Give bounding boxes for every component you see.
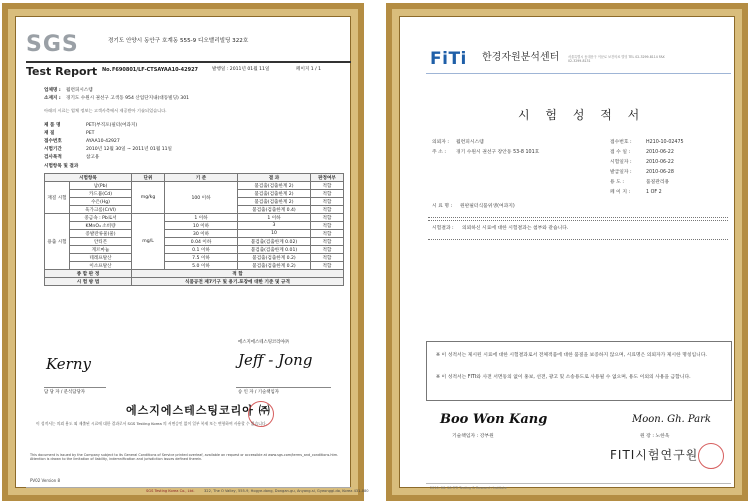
meta-value: 2010-06-22: [646, 150, 674, 155]
footer-note: 이 성적서는 의뢰 용도 외 제출된 시료에 대한 결과로서 SGS Testing Korea 의 서면승인 없이 일부 복제 또는 변형하여 사용할 수 없습니다.: [36, 421, 267, 426]
group-label: 재질 시험: [45, 182, 70, 214]
cell: 불검출(검출한계 0.02): [238, 238, 311, 246]
table-row: [45, 214, 344, 222]
table-row: [45, 222, 344, 230]
cell: 1 이하: [165, 214, 238, 222]
technical-manager-signature: Boo Won Kang: [440, 412, 548, 427]
applicant-address-label: 소재지 :: [44, 96, 61, 101]
cell: 10 이하: [165, 222, 238, 230]
cell: 적합: [311, 262, 344, 270]
client-address-label: 주 소 :: [432, 150, 446, 155]
result-text: 의뢰하신 시료에 대한 시험결과는 첨부와 같습니다.: [462, 226, 569, 231]
field-value: PET(부직포)필터(여과지): [86, 123, 138, 128]
summary-label: 종 합 판 정: [45, 270, 132, 278]
meta-value: 2010-06-28: [646, 170, 674, 175]
approver-role: 승 인 자 / 기술책임자: [238, 390, 279, 395]
sgs-address: 경기도 안양시 동안구 호계동 555-9 디오밸리빌딩 322호: [108, 38, 249, 44]
meta-value: 2010-06-22: [646, 160, 674, 165]
col-header: 판정여부: [311, 174, 344, 182]
summary-value: 적 합: [132, 270, 344, 278]
table-row: [45, 262, 344, 270]
signature-line: [236, 387, 331, 388]
cell: 1 이하: [238, 214, 311, 222]
cell: 10: [238, 230, 311, 238]
meta-label: 접수번호 :: [610, 140, 632, 145]
dotted-rule: [428, 239, 728, 240]
client-name: 월련피시스템: [456, 140, 484, 145]
dotted-rule: [428, 220, 728, 221]
cell: 적합: [311, 206, 344, 214]
cell: 0.1 이하: [165, 246, 238, 254]
cell: 증발잔류물(물): [70, 230, 132, 238]
method-row: [45, 278, 344, 286]
col-header: 기 준: [165, 174, 238, 182]
sgs-logo: SGS: [26, 32, 79, 57]
cell: 게르마늄: [70, 246, 132, 254]
meta-value: 1 OF 2: [646, 190, 662, 195]
cell: 적합: [311, 198, 344, 206]
director-signature: Moon. Gh. Park: [632, 414, 711, 425]
dotted-rule: [428, 217, 728, 218]
table-row: [45, 182, 344, 190]
cell: 30 이하: [165, 230, 238, 238]
header-rule: [426, 73, 731, 74]
cell: 불검출(검출한계 2): [238, 182, 311, 190]
fiti-certificate: [399, 16, 735, 488]
analyst-role: 담 당 자 / 분석담당자: [44, 390, 85, 395]
col-header: 결 과: [238, 174, 311, 182]
cell: 납(Pb): [70, 182, 132, 190]
sample-label: 시 료 명 :: [432, 204, 453, 209]
field-value: 참고용: [86, 155, 100, 160]
table-row: [45, 230, 344, 238]
cell: mg/kg: [132, 182, 165, 214]
meta-value: 품질관리용: [646, 180, 670, 185]
group-label: 용출 시험: [45, 214, 70, 270]
cell: 불검출(검출한계 2): [238, 190, 311, 198]
method-value: 식품공전 제7기구 및 용기.포장에 대한 기준 및 규격: [132, 278, 344, 286]
fiti-certificate-frame: [386, 3, 748, 501]
field-label: 재 질: [44, 131, 55, 136]
cell: 불검출(검출한계 0.2): [238, 254, 311, 262]
cell: 적합: [311, 222, 344, 230]
footer-address: 322, The O Valley, 555-9, Hogye-dong, Dongan-gu, Anyang-si, Gyeonggi-do, Korea 431-080: [204, 489, 369, 493]
report-title: Test Report: [26, 65, 98, 78]
field-label: 접수번호: [44, 139, 62, 144]
cell: 불검출(검출한계 0.4): [238, 206, 311, 214]
footer-rule: [26, 487, 351, 488]
cell: 적합: [311, 254, 344, 262]
cell: 적합: [311, 214, 344, 222]
cell: 중금속 : Pb로서: [70, 214, 132, 222]
sgs-certificate-frame: [2, 3, 369, 501]
cell: KMnO₄ 소비량: [70, 222, 132, 230]
field-label: 시험기간: [44, 147, 62, 152]
cell: 적합: [311, 230, 344, 238]
cell: 불검출(검출한계 0.01): [238, 246, 311, 254]
brand-info: 서울특별시 동대문구 이문로 보건의료 빌딩 TEL 02-3299-8114 FAX 02-3299-8131: [568, 55, 665, 64]
client-label: 의뢰자 :: [432, 140, 450, 145]
cell: 5.0 이하: [165, 262, 238, 270]
result-label: 시험결과 :: [432, 226, 454, 231]
applicant-address: 경기도 수원시 권선구 고색동 954 산업단지내(대동빌딩) 301: [66, 96, 190, 101]
meta-label: 시험일자 :: [610, 160, 632, 165]
applicant-name: 월련피시스템: [66, 88, 93, 93]
sample-name: 원판필터식품위생(여과지): [460, 204, 515, 209]
field-label: 검사목적: [44, 155, 62, 160]
report-number-label: No.: [102, 67, 112, 73]
approver-signature: Jeff - Jong: [238, 351, 313, 369]
cell: 3: [238, 222, 311, 230]
cell: 0.04 이하: [165, 238, 238, 246]
approver-organization: 에스지에스테스팅코리아㈜: [238, 340, 290, 345]
cell: 불검출(검출한계 2): [238, 198, 311, 206]
technical-manager-role: 기술책임자 : 강부원: [452, 434, 494, 439]
applicant-label: 업체명 :: [44, 88, 61, 93]
sgs-certificate: [15, 16, 369, 493]
company-name: 에스지에스테스팅코리아 ㈜: [126, 404, 271, 417]
results-table: [44, 173, 344, 286]
table-row: [45, 238, 344, 246]
meta-label: 발급일자 :: [610, 170, 632, 175]
notes-box: [426, 341, 732, 401]
meta-label: 페 이 지 :: [610, 190, 631, 195]
cell: 이소프탈산: [70, 262, 132, 270]
organization-seal: [698, 443, 724, 469]
sample-notice: 아래의 시료는 업체 정보는 고객사측에서 제공받아 기술되었습니다.: [44, 108, 167, 113]
cell: 7.5 이하: [165, 254, 238, 262]
field-label: 제 품 명: [44, 123, 61, 128]
field-value: 2010년 12월 30일 ~ 2011년 01월 11일: [86, 147, 172, 152]
summary-row: [45, 270, 344, 278]
results-heading: 시험항목 및 결과: [44, 164, 79, 169]
meta-value: H210-10-02475: [646, 140, 684, 145]
table-header-row: [45, 174, 344, 182]
fine-print: This document is issued by the Company subject to its General Conditions of Service printed overleaf, available on request or accessible at www.sgs.com/terms_and_conditions.htm. Attention is drawn to the limitation of liability, indemnification and jurisdiction issues defined therein.: [30, 453, 339, 462]
col-header: 단위: [132, 174, 165, 182]
note: ※ 이 성적서는 제시된 시료에 대한 시험결과로서 전체적품에 대한 품질을 보증하지 않으며, 시료명은 의뢰자가 제시한 명칭입니다.: [436, 353, 707, 358]
cell: 안티몬: [70, 238, 132, 246]
cell: 불검출(검출한계 0.2): [238, 262, 311, 270]
cell: mg/L: [132, 214, 165, 270]
footer-text: 2010. 06. 28 FiTi Testing & Research Institute: [430, 486, 507, 490]
signature-line: [44, 387, 106, 388]
analyst-signature: Kerny: [46, 355, 91, 373]
cell: 적합: [311, 246, 344, 254]
footer-rule: [426, 483, 731, 484]
client-address: 경기 수원시 권선구 장안동 53-8 101호: [456, 150, 540, 155]
brand-name: 한경자원분석센터: [482, 52, 560, 63]
meta-label: 용 도 :: [610, 180, 624, 185]
director-role: 원 장 : 노한욱: [640, 434, 670, 439]
cell: 테레프탈산: [70, 254, 132, 262]
footer-company: SGS Testing Korea Co., Ltd.: [146, 489, 195, 493]
cell: 100 이하: [165, 182, 238, 214]
header-rule: [26, 61, 351, 63]
cell: 적합: [311, 190, 344, 198]
document-title: 시 험 성 적 서: [518, 108, 646, 122]
fiti-logo: FiTi: [430, 49, 467, 69]
cell: 적합: [311, 238, 344, 246]
col-header: 시험항목: [45, 174, 132, 182]
field-value: PET: [86, 131, 95, 136]
cell: 수은(Hg): [70, 198, 132, 206]
table-row: [45, 246, 344, 254]
report-number: F690801/LF-CTSAYAA10-42927: [112, 67, 199, 73]
method-label: 시 험 방 법: [45, 278, 132, 286]
organization-name: FITI시험연구원: [610, 448, 699, 462]
page-number: 페이지 1 / 1: [296, 67, 322, 72]
form-code: PV02 Version 8: [30, 478, 61, 483]
table-row: [45, 254, 344, 262]
note: ※ 이 성적서는 FITI와 사전 서면동의 없이 홍보, 선전, 광고 및 소송용도로 사용될 수 없으며, 용도 이외의 사용을 금합니다.: [436, 375, 691, 380]
cell: 카드뮴(Cd): [70, 190, 132, 198]
meta-label: 접 수 일 :: [610, 150, 631, 155]
field-value: AYAA10-42927: [86, 139, 120, 144]
cell: 육가크롬(CrVI): [70, 206, 132, 214]
cell: 적합: [311, 182, 344, 190]
issue-date: 발행일 : 2011년 01월 11일: [212, 67, 270, 72]
